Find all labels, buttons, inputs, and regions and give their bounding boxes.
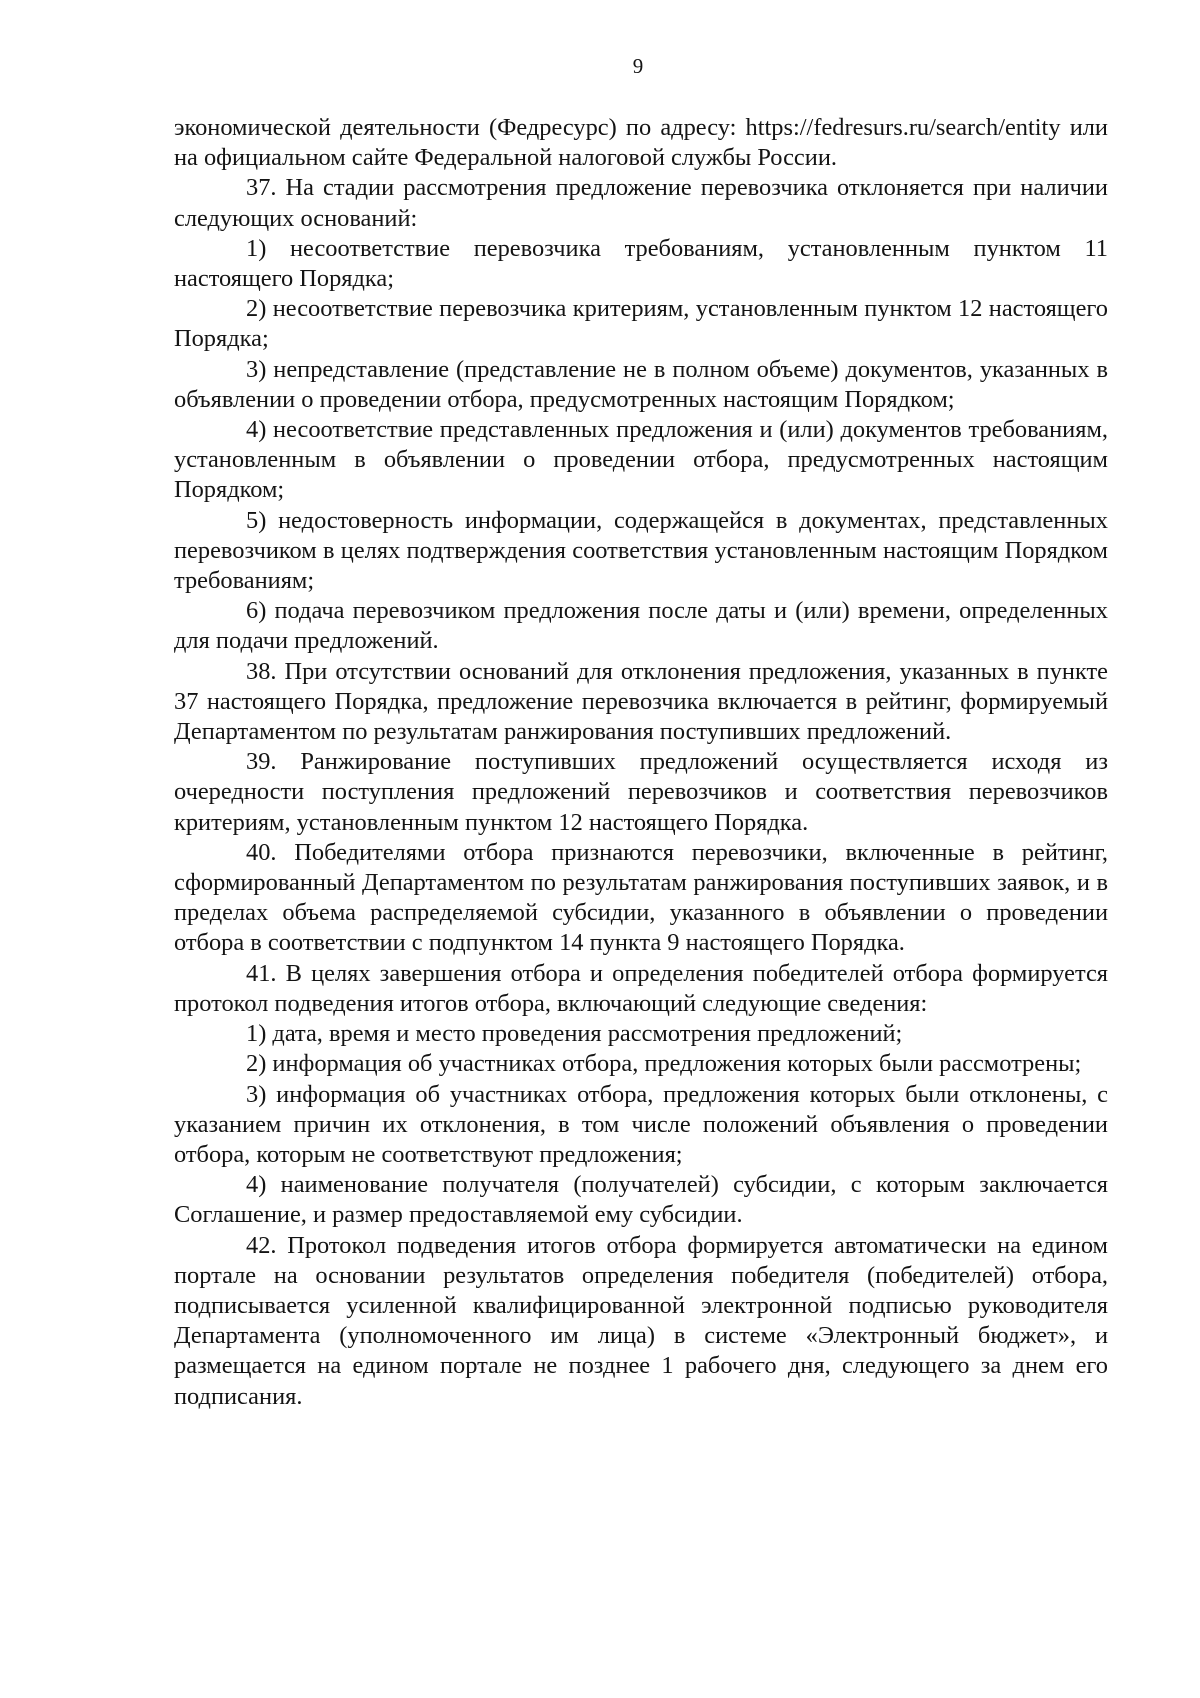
document-body	[174, 113, 1108, 1412]
paragraph: 40. Победителями отбора признаются перевозчики, включенные в рейтинг, сформированный Департаментом по результатам ранжирования поступивших заявок, и в пределах объема распределяемой субсидии, указанного в объявлении о проведении отбора в соответствии с подпунктом 14 пункта 9 настоящего Порядка.	[174, 838, 1108, 957]
paragraph: экономической деятельности (Федресурс) по адресу: https://fedresurs.ru/search/entity или на официальном сайте Федеральной налоговой службы России.	[174, 114, 1108, 172]
paragraph: 3) информация об участниках отбора, предложения которых были отклонены, с указанием причин их отклонения, в том числе положений объявления о проведении отбора, которым не соответствуют предложения;	[174, 1080, 1108, 1168]
paragraph: 3) непредставление (представление не в полном объеме) документов, указанных в объявлении о проведении отбора, предусмотренных настоящим Порядком;	[174, 355, 1108, 413]
paragraph: 42. Протокол подведения итогов отбора формируется автоматически на едином портале на основании результатов определения победителя (победителей) отбора, подписывается усиленной квалифицированной электронной подписью руководителя Департамента (уполномоченного им лица) в системе «Электронный бюджет», и размещается на едином портале не позднее 1 рабочего дня, следующего за днем его подписания.	[174, 1231, 1108, 1410]
paragraph: 5) недостоверность информации, содержащейся в документах, представленных перевозчиком в целях подтверждения соответствия установленным настоящим Порядком требованиям;	[174, 506, 1108, 595]
paragraph: 39. Ранжирование поступивших предложений осуществляется исходя из очередности поступления предложений перевозчиков и соответствия перевозчиков критериям, установленным пунктом 12 настоящего Порядка.	[174, 748, 1108, 836]
paragraph: 1) несоответствие перевозчика требованиям, установленным пунктом 11 настоящего Порядка;	[174, 234, 1108, 293]
paragraph: 4) наименование получателя (получателей) субсидии, с которым заключается Соглашение, и размер предоставляемой ему субсидии.	[174, 1171, 1108, 1229]
paragraph: 2) несоответствие перевозчика критериям, установленным пунктом 12 настоящего Порядка;	[174, 295, 1108, 353]
paragraph: 38. При отсутствии оснований для отклонения предложения, указанных в пункте 37 настоящего Порядка, предложение перевозчика включается в рейтинг, формируемый Департаментом по результатам ранжирования поступивших предложений.	[174, 657, 1108, 746]
page-number: 9	[632, 54, 644, 78]
paragraph: 6) подача перевозчиком предложения после даты и (или) времени, определенных для подачи предложений.	[174, 597, 1108, 655]
paragraph: 37. На стадии рассмотрения предложение перевозчика отклоняется при наличии следующих оснований:	[174, 174, 1108, 232]
paragraph: 1) дата, время и место проведения рассмотрения предложений;	[246, 1020, 903, 1048]
paragraph: 4) несоответствие представленных предложения и (или) документов требованиям, установленным в объявлении о проведении отбора, предусмотренных настоящим Порядком;	[174, 416, 1108, 504]
paragraph: 2) информация об участниках отбора, предложения которых были рассмотрены;	[246, 1050, 1082, 1078]
paragraph: 41. В целях завершения отбора и определения победителей отбора формируется протокол подведения итогов отбора, включающий следующие сведения:	[174, 959, 1108, 1017]
